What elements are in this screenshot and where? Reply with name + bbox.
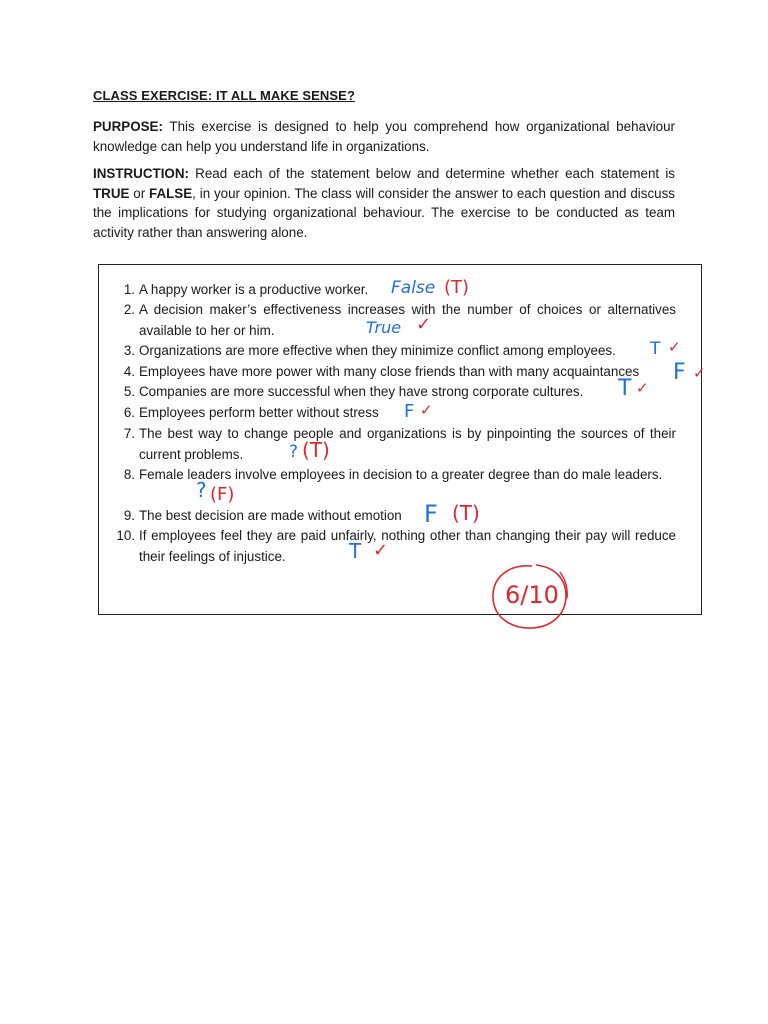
- statement-number: 4.: [123, 364, 135, 379]
- instruction-text-a: Read each of the statement below and determine whether each statement is: [188, 166, 675, 181]
- page-title: CLASS EXERCISE: IT ALL MAKE SENSE?: [93, 88, 355, 103]
- handwritten-answer: F: [404, 401, 415, 422]
- statement-number: 3.: [123, 343, 135, 358]
- handwritten-answer: True: [366, 318, 402, 337]
- handwritten-answer: F: [673, 360, 686, 385]
- score-text: 6/10: [505, 581, 559, 609]
- handwritten-correction: (T): [302, 438, 330, 462]
- statement-text: The best decision are made without emotion: [139, 508, 402, 523]
- statement-text: The best way to change people and organizations is by pinpointing the sources of their current problems.: [139, 426, 676, 462]
- purpose-text: This exercise is designed to help you comprehend how organizational behaviour knowledge can help you understand life in organizations.: [93, 119, 675, 154]
- handwritten-answer: False: [391, 278, 436, 298]
- true-word: TRUE: [93, 185, 130, 201]
- handwritten-correction: (T): [444, 277, 470, 298]
- handwritten-answer: T: [349, 539, 362, 563]
- instruction-paragraph: [93, 164, 675, 242]
- handwritten-correction: ✓: [373, 540, 389, 561]
- statement-number: 7.: [123, 426, 135, 441]
- statement-number: 9.: [123, 508, 135, 523]
- handwritten-correction: ✓: [668, 338, 681, 356]
- handwritten-correction: (F): [210, 484, 235, 505]
- handwritten-correction: ✓: [636, 379, 649, 397]
- statement-text: Companies are more successful when they have strong corporate cultures.: [139, 384, 584, 399]
- statement-number: 6.: [123, 405, 135, 420]
- handwritten-answer: T: [650, 339, 661, 359]
- or-word: or: [129, 185, 150, 201]
- statement-number: 1.: [123, 282, 135, 297]
- false-word: FALSE: [149, 185, 193, 201]
- handwritten-answer: ?: [289, 442, 299, 462]
- purpose-paragraph: [93, 117, 675, 156]
- handwritten-answer: ?: [196, 478, 207, 502]
- statement-number: 8.: [123, 467, 135, 482]
- statement-number: 5.: [123, 384, 135, 399]
- statement-text: Female leaders involve employees in decision to a greater degree than do male leaders.: [139, 467, 663, 482]
- statement-text: Employees have more power with many close friends than with many acquaintances: [139, 364, 640, 379]
- statement-text: A decision maker’s effectiveness increases with the number of choices or alternatives available to her or him.: [139, 302, 676, 338]
- instruction-text-b: , in your opinion. The class will consider the answer to each question and discuss the implications for studying organizational behaviour. The exercise to be conducted as team activity rather than answering alone.: [93, 185, 675, 240]
- statement-number: 2.: [123, 302, 135, 317]
- handwritten-correction: ✓: [416, 314, 432, 335]
- statement-number: 10.: [116, 528, 135, 543]
- handwritten-correction: (T): [452, 501, 480, 525]
- statement-text: A happy worker is a productive worker.: [139, 282, 369, 297]
- statement-text: Employees perform better without stress: [139, 405, 379, 420]
- handwritten-correction: ✓: [420, 401, 433, 419]
- handwritten-correction: ✓: [693, 364, 706, 382]
- instruction-label: INSTRUCTION:: [93, 166, 189, 181]
- statements-box: [98, 264, 702, 615]
- statement-text: Organizations are more effective when they minimize conflict among employees.: [139, 343, 616, 358]
- handwritten-answer: F: [424, 500, 438, 528]
- purpose-label: PURPOSE:: [93, 119, 163, 134]
- handwritten-answer: T: [618, 376, 632, 401]
- statement-text: If employees feel they are paid unfairly, nothing other than changing their pay will reduce their feelings of injustice.: [139, 528, 676, 564]
